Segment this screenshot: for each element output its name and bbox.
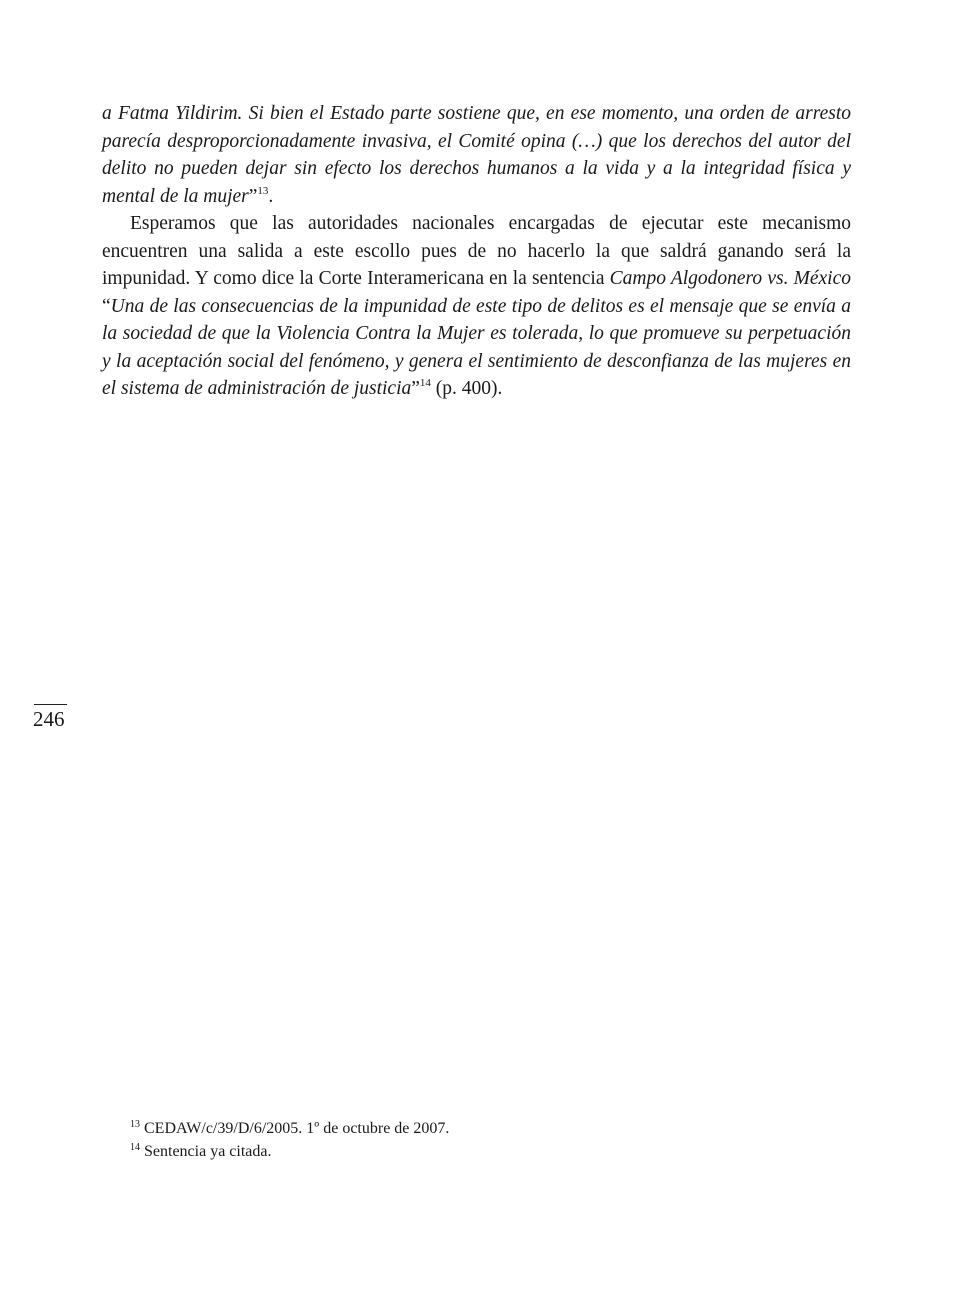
footnote: [130, 1118, 830, 1141]
paragraph-text: Esperamos que las autoridades nacionales encargadas de ejecutar este mecanismo encuentren una salida a este escollo pues de no hacerlo la que saldrá ganando será la impunidad. Y como dice la Corte Interamericana en la sentencia: [102, 213, 851, 289]
page-number: 246: [33, 707, 65, 731]
main-text: [102, 100, 851, 403]
closing-quote: ”: [411, 378, 420, 399]
footnotes: [130, 1118, 830, 1164]
footnote-text: CEDAW/c/39/D/6/2005. 1º de octubre de 2007.: [144, 1120, 450, 1137]
footnote-text: Sentencia ya citada.: [144, 1143, 272, 1160]
page-number-rule: [34, 704, 67, 705]
sentence-end: .: [268, 185, 274, 207]
page-citation: (p. 400).: [430, 378, 503, 399]
quoted-text: a Fatma Yildirim. Si bien el Estado parte sostiene que, en ese momento, una orden de arresto parecía desproporcionadamente invasiva, el Comité opina (…) que los derechos del autor del delito no pueden dejar sin efecto los derechos humanos a la vida y a la integridad física y mental de la mujer: [102, 103, 851, 207]
footnote-number: 14: [130, 1142, 140, 1153]
quoted-text: Una de las consecuencias de la impunidad de este tipo de delitos es el mensaje que se envía a la sociedad de que la Violencia Contra la Mujer es tolerada, lo que promueve su perpetuación y la aceptación social del fenómeno, y genera el sentimiento de desconfianza de las mujeres en el sistema de administración de justicia: [102, 295, 851, 399]
opening-quote: “: [102, 295, 111, 317]
paragraph-conclusion: [102, 210, 851, 403]
closing-quote: ”: [248, 185, 258, 207]
footnote-number: 13: [130, 1119, 140, 1130]
footnote-reference[interactable]: 13: [257, 184, 269, 197]
paragraph-quote-continuation: [102, 100, 851, 210]
case-name: Campo Algodonero vs. México: [609, 268, 851, 289]
footnote-reference[interactable]: 14: [419, 377, 431, 390]
footnote: [130, 1141, 830, 1164]
